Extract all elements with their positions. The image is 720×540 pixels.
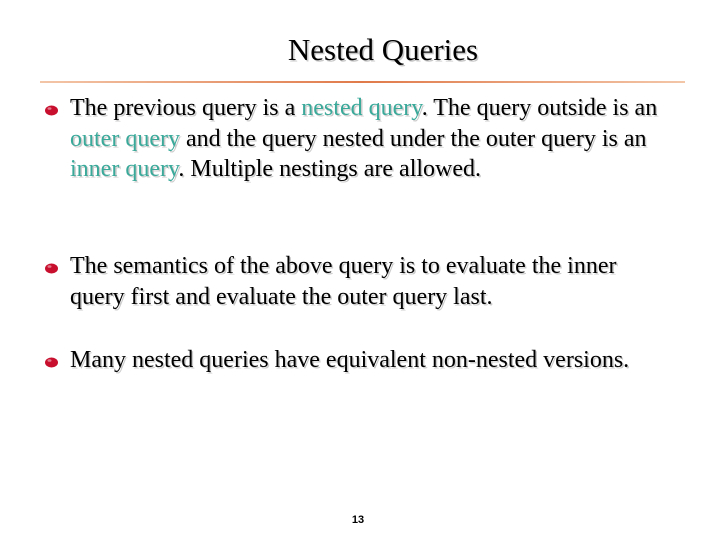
page-number: 13: [351, 514, 365, 526]
text-segment: . The query outside is an: [421, 95, 658, 121]
text-segment: Many nested queries have equivalent non-nested versions.: [70, 347, 630, 373]
bullet-marker-icon: [44, 262, 60, 274]
term-inner-query: inner query: [70, 156, 179, 182]
bullet-marker-icon: [44, 356, 60, 368]
bullet-marker-icon: [44, 104, 60, 116]
text-segment: The previous query is a: [70, 95, 302, 121]
term-outer-query: outer query: [70, 125, 180, 152]
bullet-text: [70, 251, 665, 312]
bullet-text: [70, 345, 665, 376]
text-segment: The semantics of the above query is to evaluate the inner query first and evaluate the outer query last.: [70, 253, 617, 310]
text-segment: . Multiple nestings are allowed.: [178, 156, 482, 182]
text-segment: and the query nested under the outer query is an: [179, 125, 647, 152]
slide-title: Nested Queries: [287, 32, 479, 67]
term-nested-query: nested query: [301, 95, 422, 121]
bullet-text: [70, 93, 665, 185]
